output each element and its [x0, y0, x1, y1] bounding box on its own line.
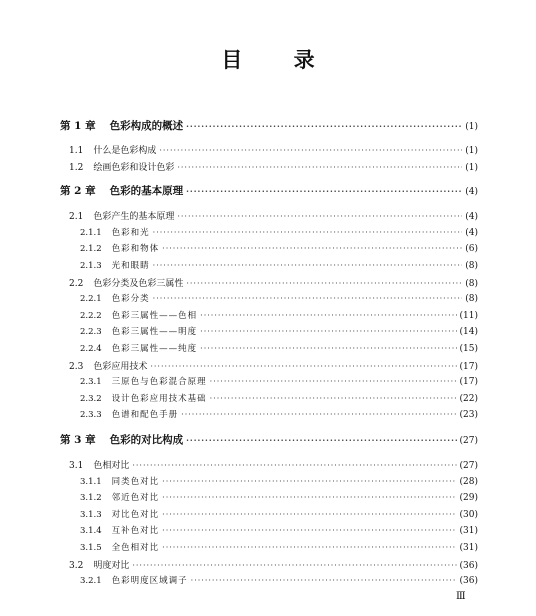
entry-title: 绘画色彩和设计色彩: [93, 163, 175, 173]
toc-subsection-2-2-3: [80, 325, 478, 337]
leader-dots: [153, 261, 463, 270]
toc-subsection-2-1-2: [80, 242, 478, 254]
leader-dots: [210, 377, 457, 386]
entry-number: 2.2: [69, 279, 84, 289]
toc-subsection-2-2-1: [80, 292, 478, 304]
entry-number: 2.2.3: [80, 327, 102, 337]
entry-number: 2.3: [69, 362, 84, 372]
toc-subsection-2-2-4: [80, 342, 478, 354]
entry-title: 色彩三属性——纯度: [111, 344, 198, 354]
leader-dots: [162, 526, 456, 535]
toc-subsection-3-1-2: [80, 491, 478, 503]
page-number: (14): [459, 327, 478, 337]
entry-title: 色彩和光: [111, 228, 150, 238]
leader-dots: [200, 344, 456, 353]
entry-number: 第 1 章: [60, 120, 96, 132]
page-number: (27): [459, 436, 478, 446]
leader-dots: [177, 163, 462, 172]
leader-dots: [186, 435, 456, 445]
toc-section-3-2: [69, 558, 478, 571]
page-number: (15): [459, 344, 478, 354]
page-number: (17): [459, 377, 478, 387]
entry-number: 1.2: [69, 163, 84, 173]
entry-number: 3.2: [69, 561, 84, 571]
leader-dots: [162, 477, 456, 486]
toc-subsection-2-1-3: [80, 259, 478, 271]
entry-title: 明度对比: [93, 561, 130, 571]
toc-subsection-2-3-2: [80, 392, 478, 404]
page-number: (31): [459, 526, 478, 536]
toc-section-3-1: [69, 458, 478, 471]
leader-dots: [153, 294, 463, 303]
entry-title: 色彩的基本原理: [109, 185, 184, 197]
entry-number: 2.1.1: [80, 228, 102, 238]
leader-dots: [210, 394, 457, 403]
toc-subsection-3-1-5: [80, 541, 478, 553]
page-number: (23): [459, 410, 478, 420]
entry-title: 色彩三属性——明度: [111, 327, 198, 337]
toc-subsection-3-1-3: [80, 508, 478, 520]
page-title: 目 录: [221, 47, 337, 72]
entry-number: 第 3 章: [60, 434, 96, 446]
entry-title: 色彩分类: [111, 294, 150, 304]
page-number: (1): [465, 146, 478, 156]
toc-chapter-2: [60, 183, 478, 198]
leader-dots: [186, 186, 462, 196]
entry-number: 3.1.5: [80, 543, 102, 553]
entry-number: 3.1.4: [80, 526, 102, 536]
entry-number: 2.1: [69, 212, 84, 222]
page-number: (1): [465, 163, 478, 173]
toc-subsection-2-2-2: [80, 309, 478, 321]
leader-dots: [162, 510, 456, 519]
leader-dots: [159, 146, 462, 155]
toc-subsection-2-3-3: [80, 408, 478, 420]
toc-section-2-1: [69, 209, 478, 222]
entry-number: 3.1.1: [80, 477, 102, 487]
entry-title: 对比色对比: [111, 510, 160, 520]
entry-title: 互补色对比: [111, 526, 160, 536]
entry-title: 全色相对比: [111, 543, 160, 553]
entry-title: 邻近色对比: [111, 493, 160, 503]
entry-number: 2.3.3: [80, 410, 102, 420]
page-number: (36): [459, 576, 478, 586]
toc-section-2-3: [69, 359, 478, 372]
leader-dots: [153, 228, 463, 237]
leader-dots: [200, 311, 456, 320]
leader-dots: [200, 327, 456, 336]
page-number: (28): [459, 477, 478, 487]
entry-title: 三原色与色彩混合原理: [111, 377, 207, 387]
entry-title: 色彩构成的概述: [109, 120, 184, 132]
toc-chapter-1: [60, 118, 478, 133]
entry-number: 第 2 章: [60, 185, 96, 197]
leader-dots: [132, 561, 456, 570]
toc-subsection-3-1-1: [80, 475, 478, 487]
entry-number: 2.3.1: [80, 377, 102, 387]
entry-title: 什么是色彩构成: [93, 146, 157, 156]
entry-title: 色彩明度区域调子: [111, 576, 188, 586]
page-number: (4): [465, 228, 478, 238]
entry-title: 色谱和配色手册: [111, 410, 179, 420]
entry-number: 2.2.2: [80, 311, 102, 321]
leader-dots: [162, 493, 456, 502]
leader-dots: [150, 362, 456, 371]
entry-title: 色彩的对比构成: [109, 434, 184, 446]
page-number: (31): [459, 543, 478, 553]
entry-number: 3.2.1: [80, 576, 102, 586]
toc-subsection-3-1-4: [80, 524, 478, 536]
entry-number: 2.2.1: [80, 294, 102, 304]
page-number: (1): [465, 122, 478, 132]
page-number: (27): [459, 461, 478, 471]
entry-number: 1.1: [69, 146, 84, 156]
page-number: (8): [465, 279, 478, 289]
page-number: (36): [459, 561, 478, 571]
entry-number: 3.1: [69, 461, 84, 471]
page-number: (8): [465, 294, 478, 304]
page-number: (29): [459, 493, 478, 503]
entry-title: 色彩产生的基本原理: [93, 212, 175, 222]
entry-number: 2.3.2: [80, 394, 102, 404]
page-number: (4): [465, 187, 478, 197]
leader-dots: [186, 121, 462, 131]
toc-section-1-1: [69, 143, 478, 156]
entry-number: 2.2.4: [80, 344, 102, 354]
entry-number: 2.1.2: [80, 244, 102, 254]
entry-number: 2.1.3: [80, 261, 102, 271]
leader-dots: [162, 543, 456, 552]
entry-title: 色彩分类及色彩三属性: [93, 279, 184, 289]
entry-title: 色彩三属性——色相: [111, 311, 198, 321]
entry-number: 3.1.3: [80, 510, 102, 520]
leader-dots: [186, 279, 462, 288]
entry-title: 同类色对比: [111, 477, 160, 487]
page-number: (6): [465, 244, 478, 254]
page-number: (22): [459, 394, 478, 404]
leader-dots: [177, 212, 462, 221]
leader-dots: [181, 410, 456, 419]
entry-title: 色彩和物体: [111, 244, 160, 254]
leader-dots: [132, 461, 456, 470]
entry-number: 3.1.2: [80, 493, 102, 503]
page-number: (4): [465, 212, 478, 222]
leader-dots: [191, 576, 457, 585]
toc-section-2-2: [69, 276, 478, 289]
page-number: (30): [459, 510, 478, 520]
entry-title: 光和眼睛: [111, 261, 150, 271]
page-number: (17): [459, 362, 478, 372]
toc-subsection-2-3-1: [80, 375, 478, 387]
toc-subsection-3-2-1: [80, 574, 478, 586]
entry-title: 色相对比: [93, 461, 130, 471]
page-folio: Ⅲ: [456, 591, 466, 602]
toc-subsection-2-1-1: [80, 226, 478, 238]
leader-dots: [162, 244, 462, 253]
entry-title: 设计色彩应用技术基础: [111, 394, 207, 404]
toc-section-1-2: [69, 160, 478, 173]
toc-chapter-3: [60, 432, 478, 447]
page-number: (8): [465, 261, 478, 271]
entry-title: 色彩应用技术: [93, 362, 148, 372]
page-number: (11): [459, 311, 478, 321]
